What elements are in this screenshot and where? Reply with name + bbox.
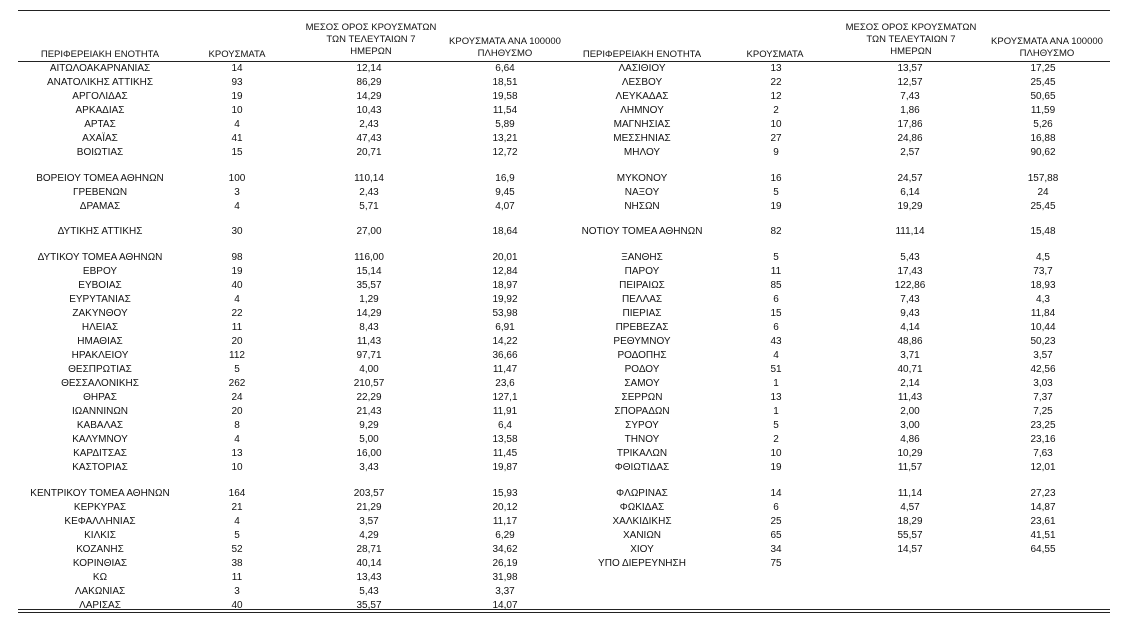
left-per100k-cell: 13,58 [492,434,518,445]
right-avg7-cell: 11,43 [897,392,923,403]
right-cases-cell: 2 [773,105,779,116]
right-avg7-cell: 11,14 [897,488,923,499]
right-cases-cell: 9 [773,147,779,158]
left-avg7-cell: 20,71 [356,147,382,158]
left-per100k-cell: 11,17 [492,516,518,527]
right-avg7-cell: 4,14 [900,322,920,333]
right-avg7-cell: 24,57 [897,173,923,184]
right-region-cell: ΤΗΝΟΥ [624,434,660,445]
right-per100k-cell: 10,44 [1030,322,1056,333]
left-cases-cell: 4 [234,294,240,305]
left-cases-cell: 4 [234,119,240,130]
left-avg7-cell: 3,43 [359,462,379,473]
left-per100k-cell: 16,9 [495,173,515,184]
right-per100k-cell: 42,56 [1030,364,1056,375]
left-per100k-cell: 12,72 [492,147,518,158]
left-avg7-cell: 2,43 [359,119,379,130]
left-region-cell: ΑΡΓΟΛΙΔΑΣ [72,91,128,102]
left-per100k-cell: 14,07 [492,600,518,611]
left-region-cell: ΑΝΑΤΟΛΙΚΗΣ ΑΤΤΙΚΗΣ [46,77,154,88]
left-cases-cell: 3 [234,586,240,597]
right-cases-cell: 1 [773,406,779,417]
right-region-cell: ΜΑΓΝΗΣΙΑΣ [613,119,671,130]
left-per100k-cell: 11,47 [492,364,518,375]
left-region-cell: ΘΕΣΠΡΩΤΙΑΣ [68,364,132,375]
left-avg7-cell: 14,29 [356,308,382,319]
left-region-cell: ΕΥΡΥΤΑΝΙΑΣ [69,294,131,305]
right-region-cell: ΛΗΜΝΟΥ [620,105,664,116]
left-region-cell: ΚΑΡΔΙΤΣΑΣ [73,448,127,459]
left-per100k-cell: 36,66 [492,350,518,361]
right-per100k-cell: 14,87 [1030,502,1056,513]
left-avg7-cell: 10,43 [356,105,382,116]
right-region-cell: ΦΘΙΩΤΙΔΑΣ [614,462,670,473]
left-region-cell: ΛΑΡΙΣΑΣ [79,600,121,611]
right-region-cell: ΣΠΟΡΑΔΩΝ [614,406,670,417]
right-region-cell: ΜΗΛΟΥ [623,147,661,158]
left-cases-cell: 4 [234,434,240,445]
left-cases-cell: 20 [231,406,243,417]
right-avg7-cell: 11,57 [897,462,923,473]
left-cases-cell: 4 [234,516,240,527]
left-avg7-cell: 14,29 [356,91,382,102]
right-cases-cell: 22 [770,77,782,88]
left-region-cell: ΒΟΙΩΤΙΑΣ [76,147,124,158]
right-per100k-cell: 25,45 [1030,201,1056,212]
left-cases-cell: 40 [231,600,243,611]
left-avg7-cell: 9,29 [359,420,379,431]
left-per100k-cell: 20,12 [492,502,518,513]
right-region-cell: ΛΑΣΙΘΙΟΥ [618,63,666,74]
right-region-cell: ΣΥΡΟΥ [625,420,659,431]
left-per100k-cell: 20,01 [492,252,518,263]
right-avg7-cell: 111,14 [895,226,925,237]
left-region-cell: ΕΒΡΟΥ [82,266,118,277]
right-region-cell: ΠΡΕΒΕΖΑΣ [615,322,669,333]
right-cases-cell: 6 [773,294,779,305]
left-avg7-cell: 22,29 [356,392,382,403]
right-per100k-cell: 7,37 [1033,392,1053,403]
left-avg7-cell: 12,14 [356,63,382,74]
right-cases-cell: 51 [770,364,782,375]
right-avg7-cell: 1,86 [900,105,920,116]
left-cases-cell: 5 [234,364,240,375]
right-region-cell: ΧΙΟΥ [630,544,654,555]
left-cases-cell: 40 [231,280,243,291]
left-avg7-cell: 97,71 [356,350,382,361]
right-per100k-cell: 50,65 [1030,91,1056,102]
left-per100k-cell: 23,6 [495,378,515,389]
right-region-cell: ΧΑΝΙΩΝ [622,530,662,541]
right-region-cell: ΝΑΞΟΥ [624,187,660,198]
header-avg7-left: ΜΕΣΟΣ ΟΡΟΣ ΚΡΟΥΣΜΑΤΩΝ ΤΩΝ ΤΕΛΕΥΤΑΙΩΝ 7 ΗΜΕΡΩΝ [305,22,437,57]
right-per100k-cell: 15,48 [1030,226,1056,237]
right-per100k-cell: 24 [1037,187,1049,198]
right-cases-cell: 13 [770,63,782,74]
right-cases-cell: 65 [770,530,782,541]
left-cases-cell: 30 [231,226,243,237]
left-avg7-cell: 5,43 [359,586,379,597]
left-avg7-cell: 21,29 [356,502,382,513]
left-region-cell: ΘΕΣΣΑΛΟΝΙΚΗΣ [61,378,139,389]
left-cases-cell: 3 [234,187,240,198]
left-per100k-cell: 53,98 [492,308,518,319]
header-per100k-right: ΚΡΟΥΣΜΑΤΑ ΑΝΑ 100000 ΠΛΗΘΥΣΜΟ [991,36,1103,59]
left-region-cell: ΗΡΑΚΛΕΙΟΥ [71,350,129,361]
right-per100k-cell: 73,7 [1033,266,1053,277]
left-per100k-cell: 6,4 [498,420,512,431]
left-region-cell: ΚΑΛΥΜΝΟΥ [72,434,128,445]
right-avg7-cell: 2,14 [900,378,920,389]
left-cases-cell: 5 [234,530,240,541]
left-cases-cell: 8 [234,420,240,431]
header-avg7-right: ΜΕΣΟΣ ΟΡΟΣ ΚΡΟΥΣΜΑΤΩΝ ΤΩΝ ΤΕΛΕΥΤΑΙΩΝ 7 ΗΜΕΡΩΝ [845,22,977,57]
left-avg7-cell: 15,14 [356,266,382,277]
left-avg7-cell: 35,57 [356,600,382,611]
left-cases-cell: 13 [231,448,243,459]
left-region-cell: ΔΡΑΜΑΣ [79,201,121,212]
left-per100k-cell: 3,37 [495,586,515,597]
right-avg7-cell: 7,43 [900,91,920,102]
left-region-cell: ΚΕΦΑΛΛΗΝΙΑΣ [64,516,136,527]
left-avg7-cell: 210,57 [353,378,385,389]
header-region-left: ΠΕΡΙΦΕΡΕΙΑΚΗ ΕΝΟΤΗΤΑ [40,49,160,60]
left-avg7-cell: 11,43 [356,336,382,347]
left-avg7-cell: 110,14 [354,173,384,184]
left-cases-cell: 19 [231,91,243,102]
right-cases-cell: 6 [773,322,779,333]
left-per100k-cell: 4,07 [495,201,515,212]
right-region-cell: ΦΩΚΙΔΑΣ [619,502,665,513]
left-avg7-cell: 3,57 [359,516,379,527]
left-region-cell: ΓΡΕΒΕΝΩΝ [72,187,128,198]
left-region-cell: ΚΙΛΚΙΣ [84,530,116,541]
left-avg7-cell: 5,71 [359,201,379,212]
right-per100k-cell: 17,25 [1030,63,1056,74]
right-cases-cell: 5 [773,252,779,263]
bottom-rule-1 [18,609,1110,610]
left-per100k-cell: 14,22 [492,336,518,347]
left-cases-cell: 24 [231,392,243,403]
left-region-cell: ΚΟΖΑΝΗΣ [76,544,124,555]
right-cases-cell: 14 [770,488,782,499]
left-region-cell: ΑΡΚΑΔΙΑΣ [75,105,125,116]
right-per100k-cell: 3,57 [1033,350,1053,361]
right-cases-cell: 2 [773,434,779,445]
left-per100k-cell: 34,62 [492,544,518,555]
right-region-cell: ΝΟΤΙΟΥ ΤΟΜΕΑ ΑΘΗΝΩΝ [581,226,703,237]
right-region-cell: ΠΕΛΛΑΣ [621,294,663,305]
left-cases-cell: 100 [228,173,246,184]
left-per100k-cell: 18,64 [492,226,518,237]
right-cases-cell: 19 [770,201,782,212]
left-region-cell: ΑΧΑΪΑΣ [82,133,118,144]
right-avg7-cell: 12,57 [897,77,923,88]
right-cases-cell: 5 [773,187,779,198]
left-avg7-cell: 35,57 [356,280,382,291]
left-avg7-cell: 40,14 [356,558,382,569]
right-per100k-cell: 11,59 [1030,105,1056,116]
right-cases-cell: 34 [770,544,782,555]
left-region-cell: ΑΡΤΑΣ [84,119,116,130]
header-per100k-left: ΚΡΟΥΣΜΑΤΑ ΑΝΑ 100000 ΠΛΗΘΥΣΜΟ [449,36,561,59]
left-cases-cell: 14 [231,63,243,74]
right-per100k-cell: 7,63 [1033,448,1053,459]
left-avg7-cell: 86,29 [356,77,382,88]
left-cases-cell: 21 [231,502,243,513]
right-avg7-cell: 122,86 [894,280,926,291]
left-per100k-cell: 18,51 [492,77,518,88]
right-cases-cell: 75 [770,558,782,569]
left-region-cell: ΚΑΒΑΛΑΣ [76,420,124,431]
left-region-cell: ΚΕΡΚΥΡΑΣ [73,502,127,513]
right-per100k-cell: 18,93 [1030,280,1056,291]
left-cases-cell: 93 [231,77,243,88]
right-cases-cell: 25 [770,516,782,527]
left-avg7-cell: 47,43 [356,133,382,144]
right-per100k-cell: 41,51 [1030,530,1056,541]
left-cases-cell: 20 [231,336,243,347]
right-cases-cell: 5 [773,420,779,431]
left-per100k-cell: 13,21 [492,133,518,144]
right-cases-cell: 13 [770,392,782,403]
left-region-cell: ΔΥΤΙΚΟΥ ΤΟΜΕΑ ΑΘΗΝΩΝ [37,252,163,263]
left-cases-cell: 22 [231,308,243,319]
left-cases-cell: 11 [231,322,243,333]
left-per100k-cell: 11,45 [492,448,518,459]
left-per100k-cell: 11,91 [492,406,518,417]
left-per100k-cell: 6,64 [495,63,515,74]
left-region-cell: ΛΑΚΩΝΙΑΣ [74,586,126,597]
right-cases-cell: 10 [770,119,782,130]
right-avg7-cell: 9,43 [900,308,920,319]
left-avg7-cell: 27,00 [356,226,382,237]
right-cases-cell: 12 [770,91,782,102]
left-avg7-cell: 8,43 [359,322,379,333]
left-per100k-cell: 6,29 [495,530,515,541]
left-cases-cell: 262 [228,378,246,389]
top-rule [18,10,1110,11]
left-region-cell: ΑΙΤΩΛΟΑΚΑΡΝΑΝΙΑΣ [49,63,151,74]
right-avg7-cell: 4,86 [900,434,920,445]
right-cases-cell: 15 [770,308,782,319]
left-avg7-cell: 1,29 [359,294,379,305]
right-avg7-cell: 17,43 [897,266,923,277]
left-per100k-cell: 11,54 [492,105,518,116]
left-avg7-cell: 2,43 [359,187,379,198]
right-avg7-cell: 18,29 [897,516,923,527]
right-cases-cell: 16 [770,173,782,184]
right-per100k-cell: 5,26 [1033,119,1053,130]
right-region-cell: ΞΑΝΘΗΣ [621,252,663,263]
left-cases-cell: 164 [228,488,246,499]
right-cases-cell: 19 [770,462,782,473]
left-region-cell: ΙΩΑΝΝΙΝΩΝ [71,406,129,417]
right-region-cell: ΥΠΟ ΔΙΕΡΕΥΝΗΣΗ [598,558,686,569]
right-avg7-cell: 2,00 [900,406,920,417]
right-cases-cell: 1 [773,378,779,389]
left-avg7-cell: 4,29 [359,530,379,541]
left-region-cell: ΚΑΣΤΟΡΙΑΣ [72,462,128,473]
right-region-cell: ΧΑΛΚΙΔΙΚΗΣ [612,516,672,527]
left-avg7-cell: 16,00 [356,448,382,459]
left-per100k-cell: 127,1 [492,392,518,403]
right-per100k-cell: 27,23 [1030,488,1056,499]
left-avg7-cell: 5,00 [359,434,379,445]
right-cases-cell: 10 [770,448,782,459]
left-per100k-cell: 26,19 [492,558,518,569]
right-per100k-cell: 7,25 [1033,406,1053,417]
right-cases-cell: 11 [770,266,782,277]
right-avg7-cell: 6,14 [900,187,920,198]
left-region-cell: ΚΟΡΙΝΘΙΑΣ [72,558,128,569]
right-region-cell: ΡΟΔΟΥ [624,364,660,375]
right-avg7-cell: 48,86 [897,336,923,347]
bottom-rule-2 [18,612,1110,613]
left-region-cell: ΖΑΚΥΝΘΟΥ [72,308,128,319]
left-per100k-cell: 12,84 [492,266,518,277]
left-region-cell: ΔΥΤΙΚΗΣ ΑΤΤΙΚΗΣ [57,226,143,237]
header-region-right: ΠΕΡΙΦΕΡΕΙΑΚΗ ΕΝΟΤΗΤΑ [582,49,702,60]
left-cases-cell: 10 [231,462,243,473]
left-cases-cell: 15 [231,147,243,158]
right-region-cell: ΠΑΡΟΥ [624,266,660,277]
left-avg7-cell: 28,71 [356,544,382,555]
header-cases-right: ΚΡΟΥΣΜΑΤΑ [746,49,804,60]
left-region-cell: ΘΗΡΑΣ [83,392,117,403]
right-cases-cell: 27 [770,133,782,144]
left-cases-cell: 112 [229,350,245,361]
right-region-cell: ΛΕΥΚΑΔΑΣ [615,91,669,102]
left-avg7-cell: 21,43 [356,406,382,417]
right-cases-cell: 4 [773,350,779,361]
right-region-cell: ΠΕΙΡΑΙΩΣ [619,280,665,291]
right-avg7-cell: 3,71 [900,350,920,361]
right-per100k-cell: 50,23 [1030,336,1056,347]
right-cases-cell: 43 [770,336,782,347]
left-avg7-cell: 13,43 [356,572,382,583]
right-cases-cell: 85 [770,280,782,291]
right-region-cell: ΝΗΣΩΝ [624,201,660,212]
right-region-cell: ΡΕΘΥΜΝΟΥ [613,336,671,347]
right-per100k-cell: 25,45 [1030,77,1056,88]
left-per100k-cell: 19,58 [492,91,518,102]
right-avg7-cell: 40,71 [897,364,923,375]
left-cases-cell: 19 [231,266,243,277]
left-per100k-cell: 5,89 [495,119,515,130]
left-cases-cell: 4 [234,201,240,212]
left-avg7-cell: 116,00 [354,252,384,263]
right-avg7-cell: 24,86 [897,133,923,144]
left-per100k-cell: 9,45 [495,187,515,198]
left-region-cell: ΗΛΕΙΑΣ [81,322,119,333]
right-per100k-cell: 4,5 [1036,252,1050,263]
right-per100k-cell: 4,3 [1036,294,1050,305]
left-cases-cell: 98 [231,252,243,263]
left-cases-cell: 41 [231,133,243,144]
right-cases-cell: 82 [770,226,782,237]
right-per100k-cell: 23,16 [1030,434,1056,445]
left-region-cell: ΗΜΑΘΙΑΣ [77,336,123,347]
right-avg7-cell: 4,57 [900,502,920,513]
left-cases-cell: 38 [231,558,243,569]
left-avg7-cell: 4,00 [359,364,379,375]
right-avg7-cell: 17,86 [897,119,923,130]
left-avg7-cell: 203,57 [353,488,385,499]
right-cases-cell: 6 [773,502,779,513]
header-rule [18,61,1110,62]
right-avg7-cell: 10,29 [897,448,923,459]
left-per100k-cell: 15,93 [492,488,518,499]
right-per100k-cell: 12,01 [1030,462,1056,473]
left-cases-cell: 52 [231,544,243,555]
left-cases-cell: 10 [231,105,243,116]
right-avg7-cell: 2,57 [900,147,920,158]
right-region-cell: ΠΙΕΡΙΑΣ [622,308,662,319]
right-region-cell: ΜΥΚΟΝΟΥ [616,173,668,184]
left-region-cell: ΚΩ [92,572,108,583]
right-region-cell: ΡΟΔΟΠΗΣ [617,350,667,361]
right-per100k-cell: 3,03 [1033,378,1053,389]
right-per100k-cell: 157,88 [1027,173,1059,184]
right-avg7-cell: 5,43 [900,252,920,263]
right-region-cell: ΦΛΩΡΙΝΑΣ [616,488,668,499]
right-region-cell: ΛΕΣΒΟΥ [621,77,663,88]
left-per100k-cell: 18,97 [492,280,518,291]
left-cases-cell: 11 [231,572,243,583]
right-per100k-cell: 23,25 [1030,420,1056,431]
right-region-cell: ΤΡΙΚΑΛΩΝ [616,448,668,459]
left-per100k-cell: 19,92 [492,294,518,305]
left-per100k-cell: 6,91 [495,322,515,333]
left-per100k-cell: 31,98 [492,572,518,583]
right-per100k-cell: 23,61 [1030,516,1056,527]
right-avg7-cell: 3,00 [900,420,920,431]
right-avg7-cell: 7,43 [900,294,920,305]
left-region-cell: ΒΟΡΕΙΟΥ ΤΟΜΕΑ ΑΘΗΝΩΝ [36,173,164,184]
right-region-cell: ΣΑΜΟΥ [624,378,660,389]
right-region-cell: ΣΕΡΡΩΝ [621,392,663,403]
left-region-cell: ΚΕΝΤΡΙΚΟΥ ΤΟΜΕΑ ΑΘΗΝΩΝ [30,488,170,499]
right-per100k-cell: 64,55 [1030,544,1056,555]
right-per100k-cell: 11,84 [1030,308,1056,319]
right-region-cell: ΜΕΣΣΗΝΙΑΣ [613,133,671,144]
right-avg7-cell: 19,29 [897,201,923,212]
header-cases-left: ΚΡΟΥΣΜΑΤΑ [208,49,266,60]
right-avg7-cell: 13,57 [897,63,923,74]
right-avg7-cell: 55,57 [897,530,923,541]
left-region-cell: ΕΥΒΟΙΑΣ [78,280,122,291]
right-per100k-cell: 90,62 [1030,147,1056,158]
right-avg7-cell: 14,57 [897,544,923,555]
left-per100k-cell: 19,87 [492,462,518,473]
right-per100k-cell: 16,88 [1030,133,1056,144]
